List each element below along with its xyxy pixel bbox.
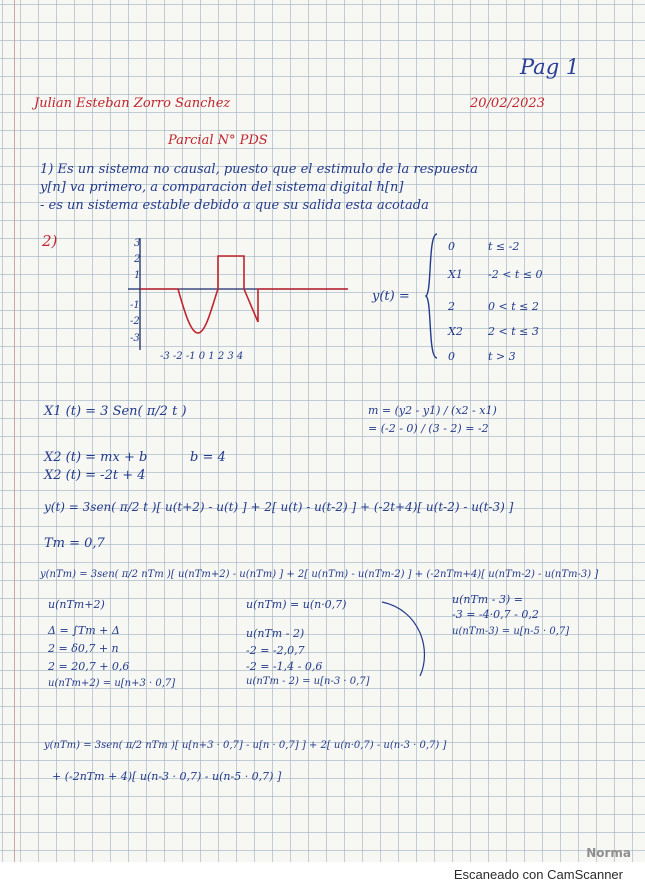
slope-value: = (-2 - 0) / (3 - 2) = -2 — [368, 422, 489, 435]
author-name: Julian Esteban Zorro Sanchez — [34, 96, 231, 111]
case-2-expr: X1 — [448, 268, 463, 281]
plot-y-tick-neg1: -1 — [130, 300, 140, 311]
signal-plot — [128, 238, 358, 368]
work-arc — [380, 600, 440, 680]
plot-y-tick-2: 2 — [134, 254, 141, 265]
work1-line4: 2 = 20,7 + 0,6 — [48, 660, 130, 673]
case-5-cond: t > 3 — [488, 350, 516, 363]
notebook-brand: Norma — [586, 846, 631, 860]
case-4-expr: X2 — [448, 325, 463, 338]
margin-line — [14, 0, 15, 862]
case-5-expr: 0 — [448, 350, 455, 363]
plot-y-tick-neg2: -2 — [130, 316, 140, 327]
date: 20/02/2023 — [470, 96, 545, 111]
y-sampled-equation: y(nTm) = 3sen( π/2 nTm )[ u(nTm+2) - u(nTm) ] + 2[ u(nTm) - u(nTm-2) ] + (-2nTm+4)[ u(nTm-2) - u(nTm-3) ] — [40, 569, 599, 580]
work2-line3: -2 = -2,0,7 — [246, 644, 305, 657]
plot-y-tick-1: 1 — [134, 270, 141, 281]
work1-line3: 2 = δ0,7 + n — [48, 642, 119, 655]
b-value: b = 4 — [190, 450, 226, 465]
final-equation-line1: y(nTm) = 3sen( π/2 nTm )[ u[n+3 · 0,7] - u[n · 0,7] ] + 2[ u(n·0,7) - u(n-3 · 0,7) ] — [44, 740, 447, 751]
tm-value: Tm = 0,7 — [44, 536, 105, 551]
answer1-line1: 1) Es un sistema no causal, puesto que el estimulo de la respuesta — [40, 162, 478, 177]
work2-line5: u(nTm - 2) = u[n-3 · 0,7] — [246, 676, 370, 687]
work1-line5: u(nTm+2) = u[n+3 · 0,7] — [48, 678, 176, 689]
work1-line2: Δ = ∫Tm + Δ — [48, 624, 120, 637]
slope-formula: m = (y2 - y1) / (x2 - x1) — [368, 404, 497, 417]
case-3-cond: 0 < t ≤ 2 — [488, 300, 539, 313]
exam-title: Parcial N° PDS — [168, 133, 268, 148]
plot-y-tick-3: 3 — [134, 238, 141, 249]
piecewise-brace — [424, 232, 440, 362]
signal-curve — [140, 256, 348, 333]
x1-definition: X1 (t) = 3 Sen( π/2 t ) — [44, 404, 187, 419]
plot-y-tick-neg3: -3 — [130, 333, 140, 344]
answer1-line3: - es un sistema estable debido a que su salida esta acotada — [40, 198, 429, 213]
work3-line1: u(nTm - 3) = — [452, 593, 523, 606]
case-2-cond: -2 < t ≤ 0 — [488, 268, 543, 281]
answer1-line2: y[n] va primero, a comparacion del sistema digital h[n] — [40, 180, 404, 195]
work3-line3: u(nTm-3) = u[n-5 · 0,7] — [452, 626, 570, 637]
final-equation-line2: + (-2nTm + 4)[ u(n-3 · 0,7) - u(n-5 · 0,7) ] — [52, 770, 282, 783]
y-full-equation: y(t) = 3sen( π/2 t )[ u(t+2) - u(t) ] + 2[ u(t) - u(t-2) ] + (-2t+4)[ u(t-2) - u(t-3) ] — [44, 500, 514, 514]
case-1-expr: 0 — [448, 240, 455, 253]
work2-line4: -2 = -1,4 - 0,6 — [246, 660, 323, 673]
answer2-label: 2) — [42, 232, 58, 250]
x2-equation: X2 (t) = mx + b — [44, 450, 148, 465]
case-1-cond: t ≤ -2 — [488, 240, 520, 253]
case-3-expr: 2 — [448, 300, 455, 313]
scanner-footer: Escaneado con CamScanner — [0, 862, 645, 887]
piecewise-label: y(t) = — [372, 289, 410, 304]
case-4-cond: 2 < t ≤ 3 — [488, 325, 539, 338]
plot-x-ticks: -3 -2 -1 0 1 2 3 4 — [160, 351, 244, 362]
work1-line1: u(nTm+2) — [48, 598, 105, 611]
work3-line2: -3 = -4·0,7 - 0,2 — [452, 608, 539, 621]
work2-line2: u(nTm - 2) — [246, 627, 305, 640]
work2-line1: u(nTm) = u(n·0,7) — [246, 598, 347, 611]
page-number: Pag 1 — [520, 55, 580, 79]
x2-result: X2 (t) = -2t + 4 — [44, 468, 146, 483]
